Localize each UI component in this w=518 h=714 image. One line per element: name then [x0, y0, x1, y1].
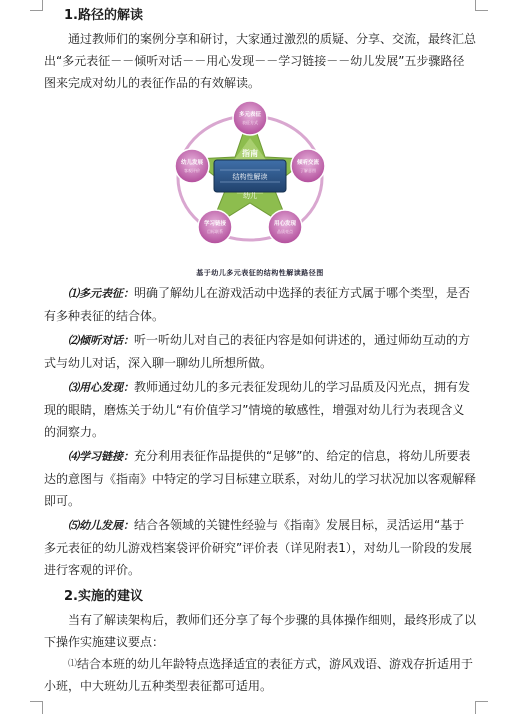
crop-mark-bottom-right	[475, 701, 488, 714]
diagram-caption: 基于幼儿多元表征的结构性解读路径图	[196, 269, 324, 277]
center-label-structural: 结构性解读	[232, 173, 268, 181]
step-label-5: ⑸幼儿发展：	[68, 519, 134, 532]
step-paragraph-5	[44, 514, 476, 581]
implementation-intro-paragraph: 当有了解读架构后，教师们还分享了每个步骤的具体操作细则，最终形成了以下操作实施建议要点：	[44, 613, 477, 649]
step-text-5: 结合各领域的关键性经验与《指南》发展目标，灵活运用“基于多元表征的幼儿游戏档案袋评价研究”评价表（详见附表1），对幼儿一阶段的发展进行客观的评价。	[44, 518, 472, 577]
path-diagram	[44, 98, 476, 266]
node-title-child-development: 幼儿发展	[180, 160, 204, 166]
node-sub-listen-dialogue: 了解意图	[300, 168, 316, 173]
crop-mark-top-right	[475, 0, 488, 11]
path-diagram-graphic	[44, 98, 476, 266]
node-title-multiple-representation: 多元表征	[238, 112, 262, 118]
node-circle-careful-discovery	[268, 210, 302, 244]
node-circle-listen-dialogue	[291, 149, 325, 183]
node-sub-careful-discovery: 品质亮点	[277, 229, 293, 234]
step-text-1: 明确了解幼儿在游戏活动中选择的表征方式属于哪个类型，是否有多种表征的结合体。	[44, 286, 471, 323]
center-label-guide: 指南	[242, 149, 258, 158]
crop-mark-top-left	[30, 0, 43, 11]
node-sub-learning-link: 目标联系	[207, 229, 223, 234]
step-paragraph-2	[44, 329, 476, 374]
node-circle-multiple-representation	[233, 101, 267, 135]
point-text-1: 结合本班的幼儿年龄特点选择适宜的表征方式，游风戏语、游戏存折适用于小班，中大班幼儿五种类型表征都可适用。	[44, 657, 474, 693]
step-label-4: ⑷学习链接：	[68, 450, 134, 463]
node-title-learning-link: 学习链接	[203, 221, 227, 227]
step-label-3: ⑶用心发现：	[68, 381, 134, 394]
crop-mark-bottom-left	[30, 701, 43, 714]
node-title-listen-dialogue: 倾听交流	[296, 160, 320, 166]
step-label-1: ⑴多元表征：	[68, 287, 134, 300]
center-label-child: 幼儿	[243, 192, 257, 200]
step-text-3: 教师通过幼儿的多元表征发现幼儿的学习品质及闪光点，拥有发现的眼睛，磨炼关于幼儿“有价值学习”情境的敏感性，增强对幼儿行为表现含义的洞察力。	[44, 380, 471, 439]
node-circle-learning-link	[198, 210, 232, 244]
node-circle-child-development	[175, 149, 209, 183]
point-marker-1: ⑴	[68, 659, 78, 669]
document-page	[44, 0, 476, 697]
step-paragraph-4	[44, 445, 476, 512]
section-heading-implementation-suggestions: 2.实施的建议	[64, 589, 143, 604]
section-heading-path-interpretation: 1.路径的解读	[64, 8, 143, 23]
implementation-point-1	[44, 653, 476, 697]
step-label-2: ⑵倾听对话：	[68, 334, 134, 347]
step-text-4: 充分利用表征作品提供的“足够”的、给定的信息，将幼儿所要表达的意图与《指南》中特定的学习目标建立联系，对幼儿的学习状况加以客观解释即可。	[44, 449, 477, 508]
node-sub-multiple-representation: 表征方式	[242, 120, 258, 125]
node-sub-child-development: 客观评价	[184, 168, 200, 173]
section-intro-paragraph: 通过教师们的案例分享和研讨，大家通过激烈的质疑、分享、交流，最终汇总出“多元表征－－倾听对话－－用心发现－－学习链接－－幼儿发展”五步骤路径图来完成对幼儿的表征作品的有效解读。	[44, 32, 477, 90]
step-text-2: 听一听幼儿对自己的表征内容是如何讲述的，通过师幼互动的方式与幼儿对话，深入聊一聊幼儿所想所做。	[44, 333, 471, 370]
step-paragraph-3	[44, 376, 476, 443]
step-paragraph-1	[44, 282, 476, 327]
node-title-careful-discovery: 用心发现	[273, 221, 297, 227]
